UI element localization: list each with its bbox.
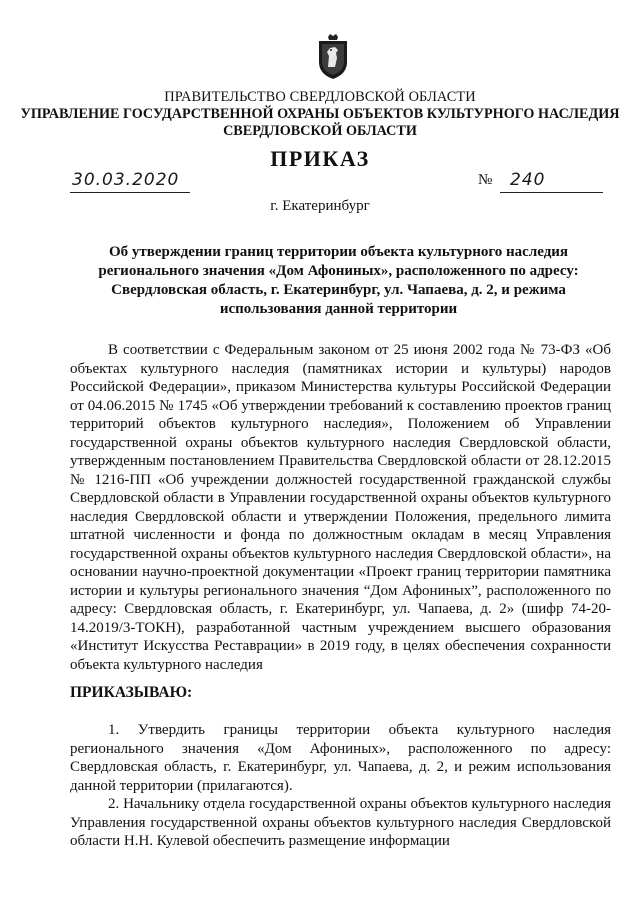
document-type: ПРИКАЗ [270,146,370,171]
order-item-2: 2. Начальнику отдела государственной охраны объектов культурного наследия Управления государственной охраны объектов культурного наследия Свердловской области Н.Н. Кулевой обеспечить размещение информации [70,796,611,849]
government-name: ПРАВИТЕЛЬСТВО СВЕРДЛОВСКОЙ ОБЛАСТИ [164,89,476,105]
department-name: УПРАВЛЕНИЕ ГОСУДАРСТВЕННОЙ ОХРАНЫ ОБЪЕКТОВ КУЛЬТУРНОГО НАСЛЕДИЯ СВЕРДЛОВСКОЙ ОБЛАСТИ [20,106,620,139]
number-label: № [478,172,493,188]
handwritten-number: 240 [510,170,546,190]
order-title: Об утверждении границ территории объекта культурного наследия регионального значения «Дом Афониных», расположенного по адресу: Свердловская область, г. Екатеринбург, ул. Чапаева, д. 2, и режима использования данной территории [98,244,579,317]
preamble-paragraph: В соответствии с Федеральным законом от 25 июня 2002 года № 73-ФЗ «Об объектах культурного наследия (памятниках истории и культуры) народов Российской Федерации», приказом Министерства культуры Российской Федерации от 04.06.2015 № 1745 «Об утверждении требований к составлению проектов границ территорий объектов культурного наследия», Положением об Управлении государственной охраны объектов культурного наследия Свердловской области, утвержденным постановлением Правительства Свердловской области от 28.12.2015 № 1216-ПП «Об учреждении должностей государственной гражданской службы Свердловской области в Управлении государственной охраны объектов культурного наследия Свердловской области и утверждении Положения, предельного лимита штатной численности и фонда по должностным окладам в месяц Управления государственной охраны объектов культурного наследия Свердловской области», на основании научно-проектной документации «Проект границ территории памятника истории и культуры регионального значения “Дом Афониных”, расположенного по адресу: Свердловская область, г. Екатеринбург, ул. Чапаева, д. 2» (шифр 74-20-14.2019/3-ТОКН), разработанной частным учреждением высшего образования «Институт Искусства Реставрации» в 2019 году, в целях обеспечения сохранности объекта культурного наследия [70,342,611,673]
order-keyword: ПРИКАЗЫВАЮ: [70,684,193,701]
number-field [500,170,603,193]
coat-of-arms-emblem [316,34,350,80]
handwritten-date: 30.03.2020 [72,170,180,190]
order-item-1: 1. Утвердить границы территории объекта культурного наследия регионального значения «Дом Афониных», расположенного по адресу: Свердловская область, г. Екатеринбург, ул. Чапаева, д. 2, и режим использования данной территории (прилагаются). [70,722,611,794]
city: г. Екатеринбург [270,198,370,214]
date-field [70,170,190,193]
